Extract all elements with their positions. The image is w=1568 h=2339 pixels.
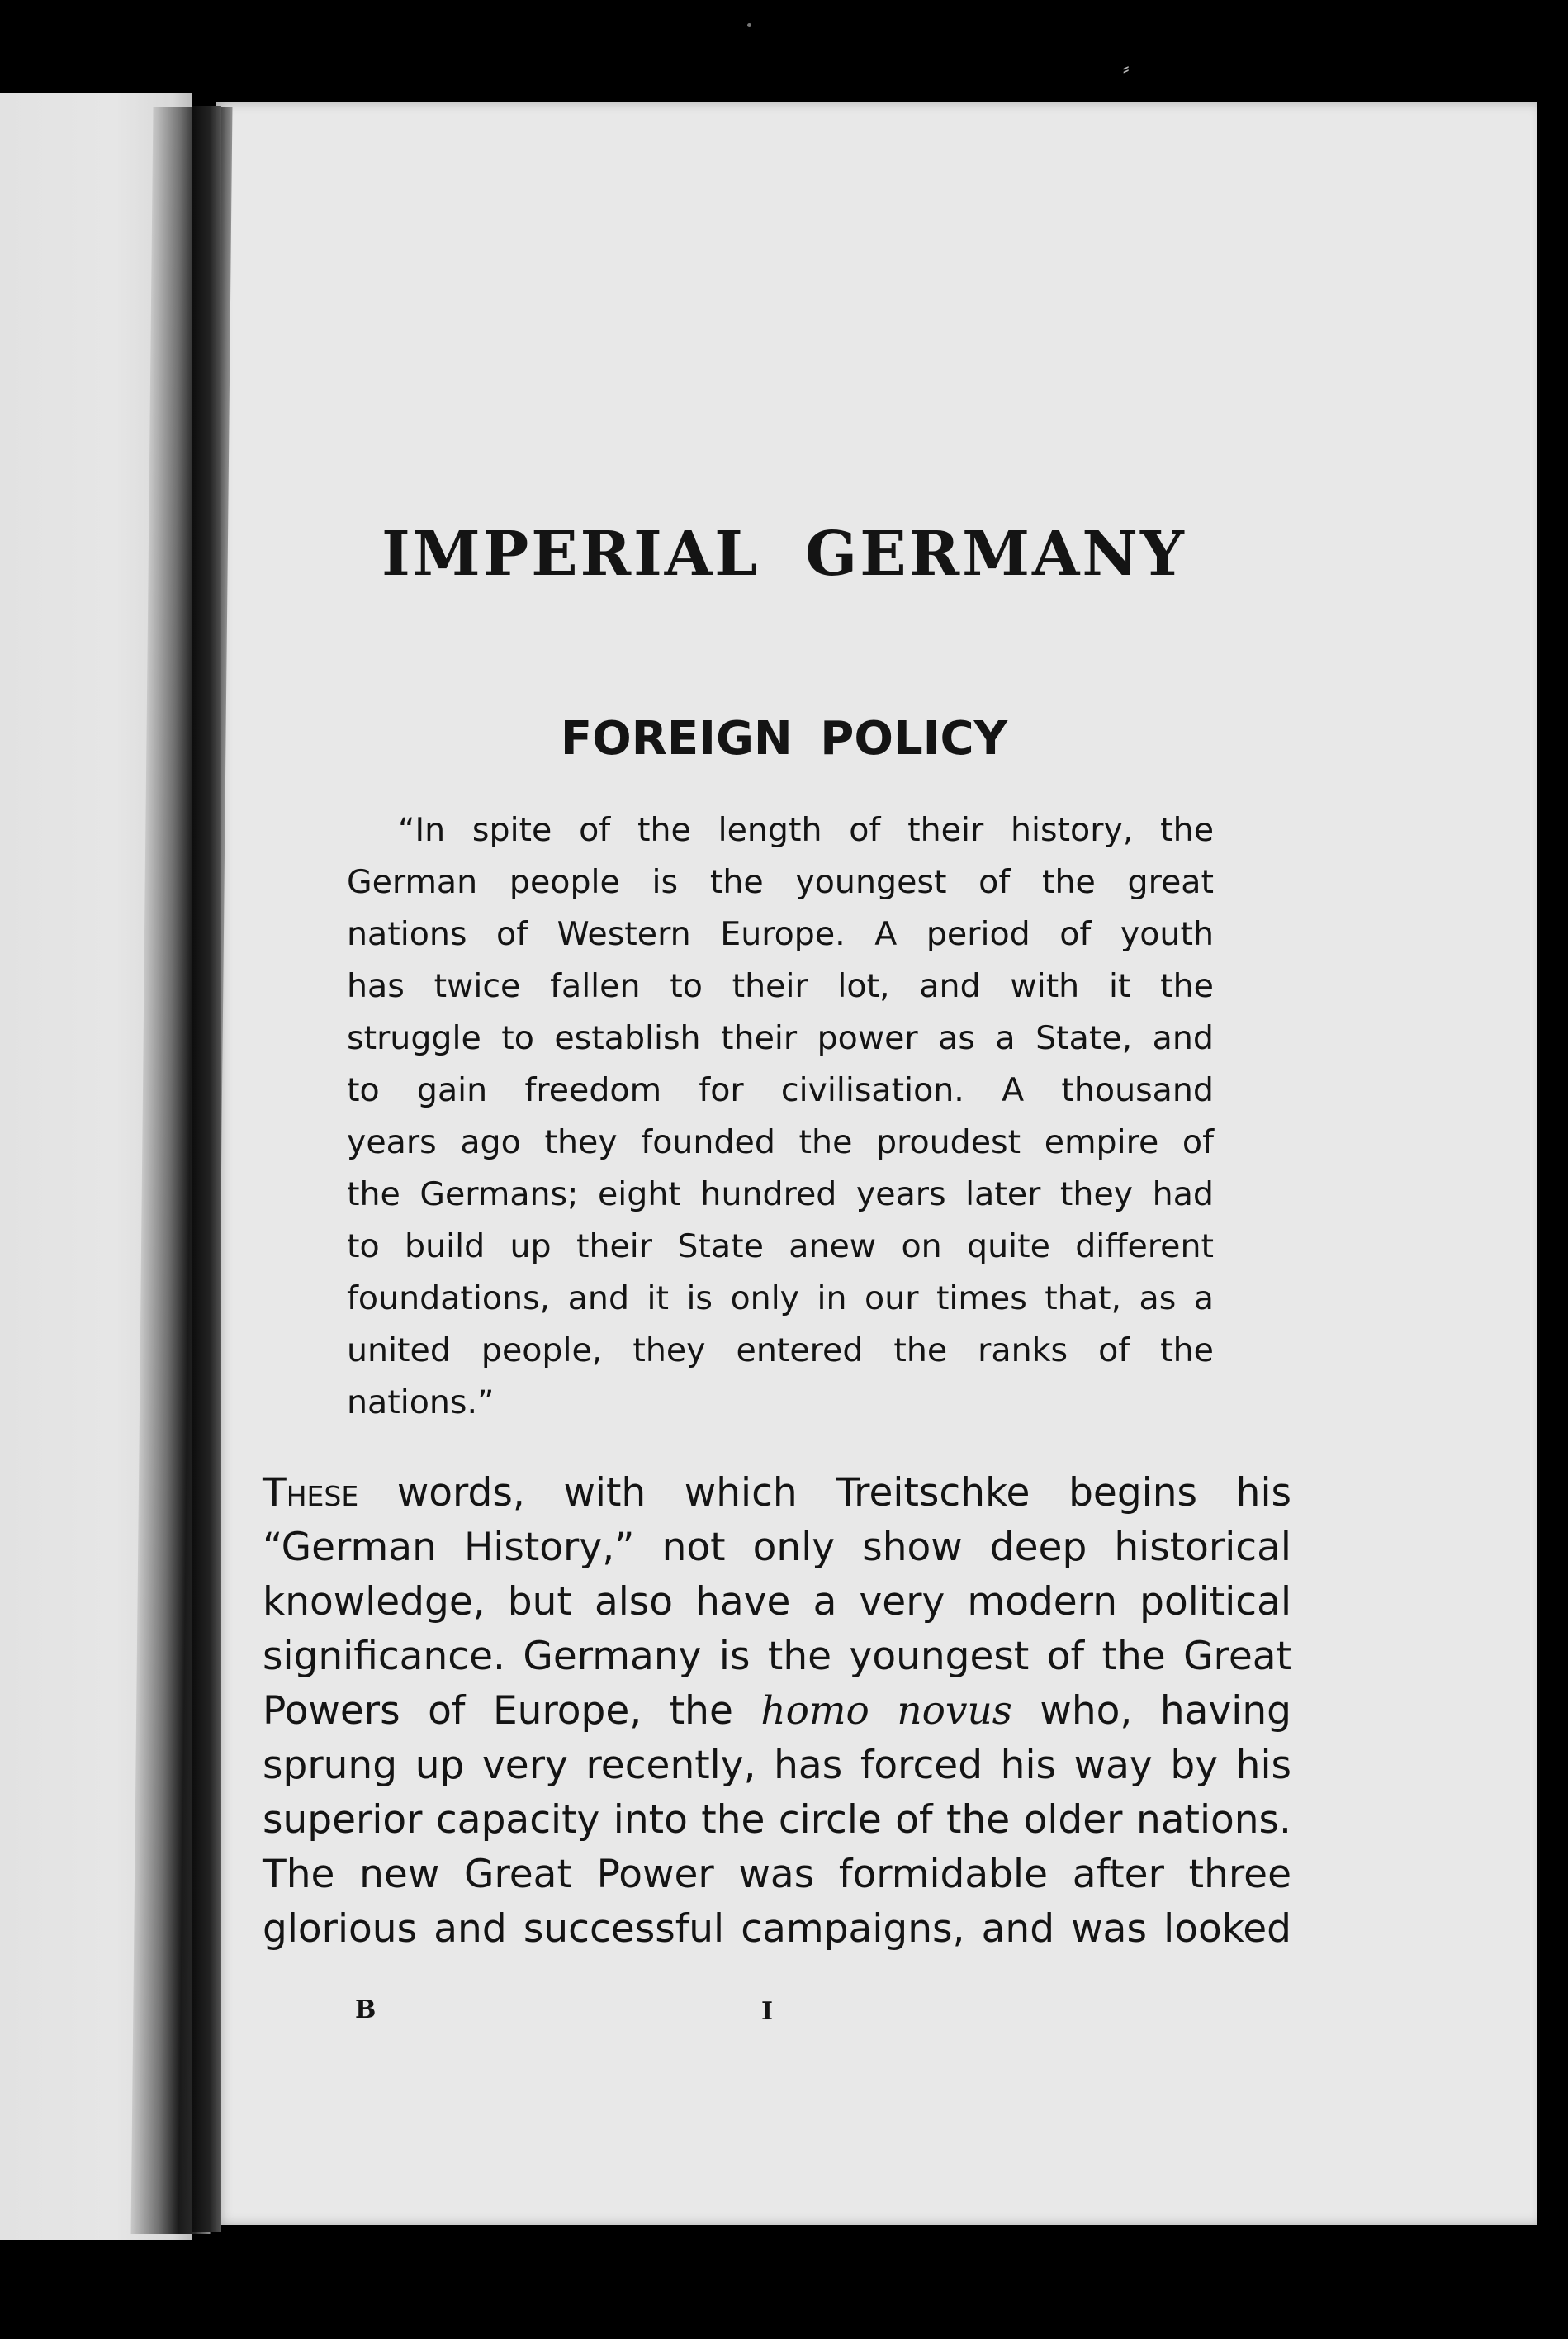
body-line: significance. Germany is the youngest of the Great: [263, 1634, 1291, 1679]
quote-line: nations of Western Europe. A period of youth: [347, 915, 1214, 953]
section-heading: FOREIGN POLICY: [560, 712, 1008, 766]
quote-line: years ago they founded the proudest empire of: [347, 1123, 1214, 1161]
quote-line: foundations, and it is only in our times that, as a: [347, 1279, 1214, 1317]
quote-line: united people, they entered the ranks of the: [347, 1331, 1214, 1369]
body-line: sprung up very recently, has forced his way by his: [263, 1743, 1291, 1788]
book-gutter-fold: [192, 106, 221, 2232]
quote-line: struggle to establish their power as a State, and: [347, 1019, 1214, 1057]
page-number: I: [761, 1997, 774, 2026]
body-line: glorious and successful campaigns, and was looked: [263, 1906, 1291, 1952]
scan-mark: ⸗: [1123, 59, 1130, 79]
quote-line: has twice fallen to their lot, and with it the: [347, 967, 1214, 1005]
quote-line: German people is the youngest of the great: [347, 863, 1214, 901]
body-line: “German History,” not only show deep historical: [263, 1525, 1291, 1570]
body-line: The new Great Power was formidable after three: [263, 1852, 1291, 1897]
quote-line: to build up their State anew on quite different: [347, 1227, 1214, 1265]
italic-phrase: homo novus: [760, 1688, 1012, 1734]
body-text: who, having: [1011, 1688, 1291, 1734]
body-line: [263, 1688, 1291, 1734]
body-line: superior capacity into the circle of the older nations.: [263, 1797, 1291, 1843]
quote-line: “In spite of the length of their history, the: [398, 811, 1214, 849]
opening-small-caps: These: [263, 1470, 359, 1516]
body-text: Powers of Europe, the: [263, 1688, 761, 1734]
body-line: [263, 1470, 1291, 1516]
page-title: IMPERIAL GERMANY: [381, 519, 1187, 590]
scan-speck: [747, 23, 751, 27]
quote-line: nations.”: [347, 1383, 495, 1421]
body-line: knowledge, but also have a very modern political: [263, 1579, 1291, 1625]
body-text: words, with which Treitschke begins his: [358, 1470, 1291, 1516]
signature-mark: B: [355, 1995, 377, 2024]
quote-line: to gain freedom for civilisation. A thousand: [347, 1071, 1214, 1109]
quote-line: the Germans; eight hundred years later they had: [347, 1175, 1214, 1213]
